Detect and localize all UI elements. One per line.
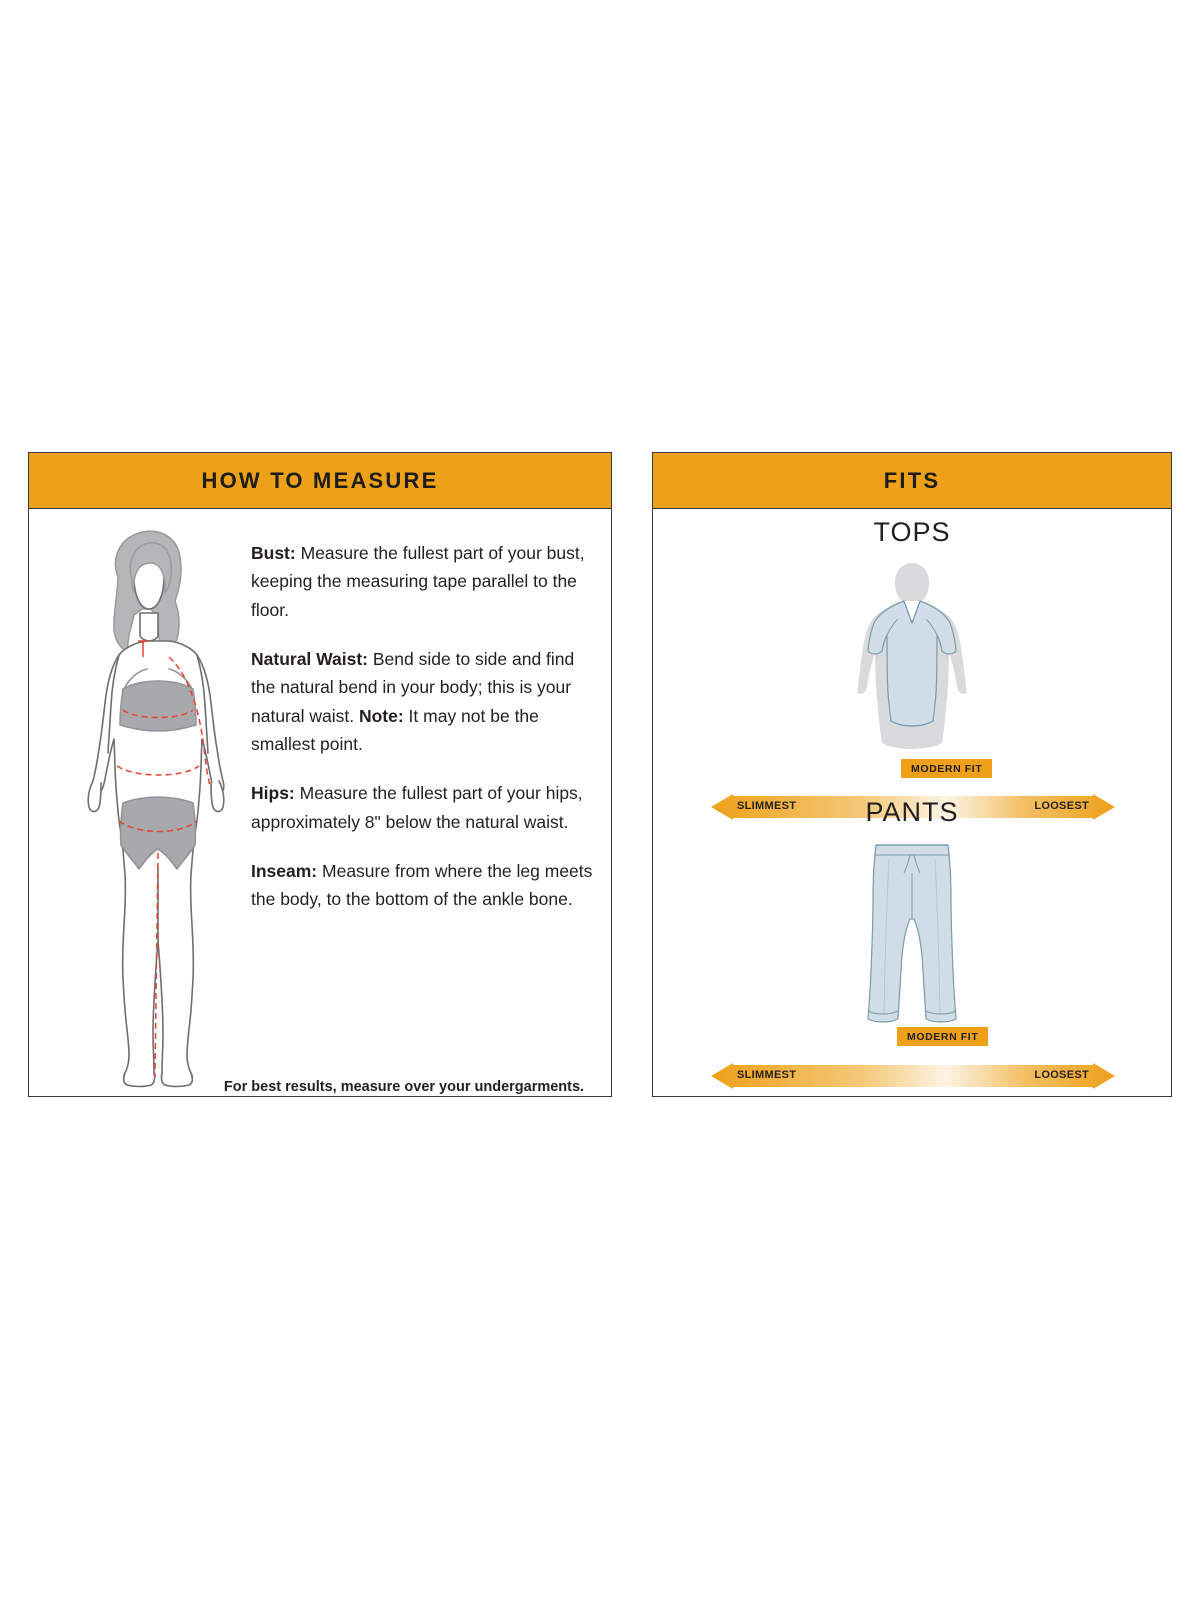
measure-instructions — [251, 539, 596, 935]
tops-scale-right-label: LOOSEST — [1034, 800, 1089, 812]
bust-instruction — [251, 539, 596, 624]
pants-illustration — [852, 839, 972, 1034]
body-diagram-svg — [39, 517, 259, 1097]
pants-fit-scale — [711, 1063, 1115, 1089]
bust-label: Bust: — [251, 543, 296, 563]
natural-waist-instruction — [251, 645, 596, 758]
best-results-footnote: For best results, measure over your undergarments. — [223, 1079, 585, 1095]
hips-text: Measure the fullest part of your hips, approximately 8" below the natural waist. — [251, 783, 583, 832]
how-to-measure-body — [29, 509, 611, 1096]
scrub-top-svg — [832, 557, 992, 757]
note-label: Note: — [358, 705, 404, 726]
fits-header: FITS — [653, 453, 1171, 509]
how-to-measure-panel — [28, 452, 612, 1097]
female-body-figure — [39, 517, 259, 1097]
note-text: It may not be the smallest point. — [251, 705, 539, 755]
pants-fit-badge: MODERN FIT — [897, 1027, 988, 1046]
tops-fit-badge: MODERN FIT — [901, 759, 992, 778]
tops-illustration — [832, 557, 992, 762]
hips-instruction — [251, 779, 596, 836]
tops-scale-left-label: SLIMMEST — [737, 800, 797, 812]
bust-text: Measure the fullest part of your bust, keeping the measuring tape parallel to the floor. — [251, 543, 585, 620]
inseam-text: Measure from where the leg meets the body, to the bottom of the ankle bone. — [251, 861, 593, 910]
fits-body — [653, 509, 1171, 1096]
tops-section-title: TOPS — [873, 517, 951, 547]
pants-section-title: PANTS — [865, 797, 959, 827]
inseam-label: Inseam: — [251, 861, 318, 882]
natural-waist-label: Natural Waist: — [251, 649, 369, 670]
scrub-pants-svg — [852, 839, 972, 1029]
inseam-instruction — [251, 857, 596, 914]
how-to-measure-header: HOW TO MEASURE — [29, 453, 611, 509]
hips-label: Hips: — [251, 783, 295, 804]
natural-waist-text: Bend side to side and find the natural bend in your body; this is your natural waist. — [251, 649, 575, 726]
pants-scale-left-label: SLIMMEST — [737, 1069, 797, 1081]
fits-panel — [652, 452, 1172, 1097]
pants-scale-right-label: LOOSEST — [1034, 1069, 1089, 1081]
